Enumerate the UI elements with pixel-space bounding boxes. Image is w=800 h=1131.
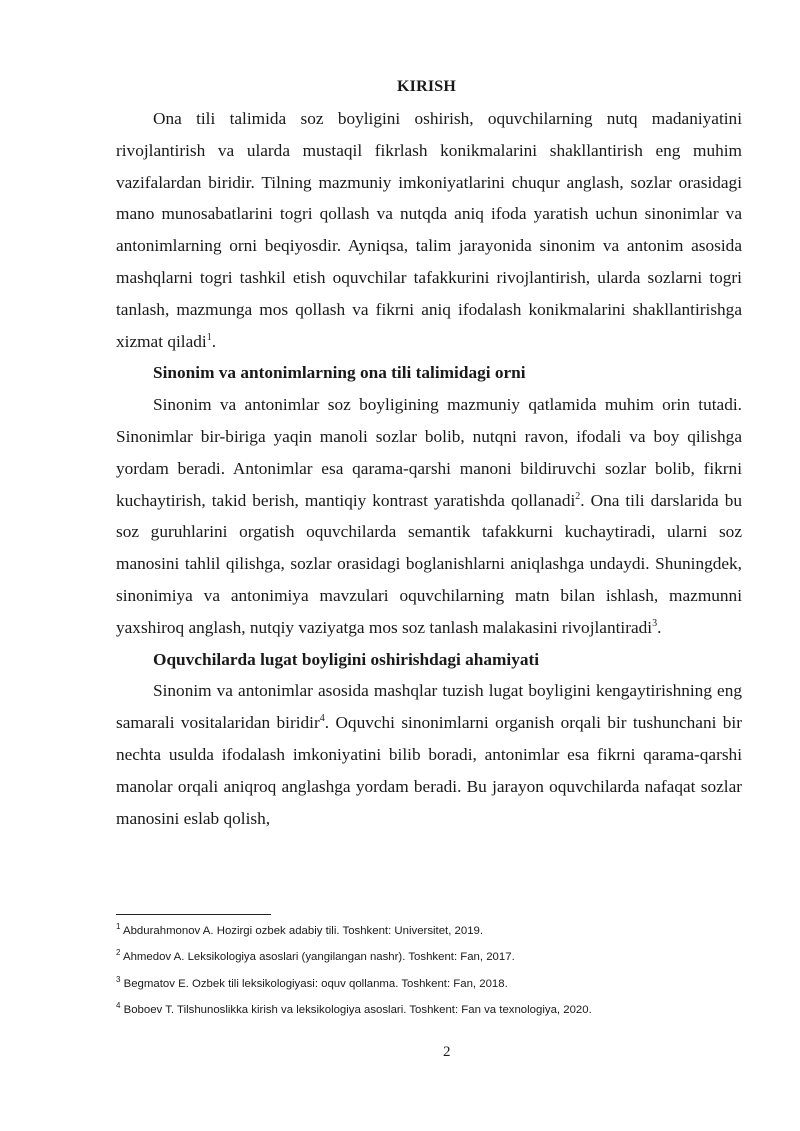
footnote-item xyxy=(116,974,756,1000)
footnote-ref[interactable]: 2 xyxy=(575,490,581,502)
section-heading-lugat: Oquvchilarda lugat boyligini oshirishdagi ahamiyati xyxy=(153,649,540,669)
paragraph-intro xyxy=(116,103,742,357)
paragraph-text: Ona tili talimida soz boyligini oshirish, oquvchilarning nutq madaniyatini rivojlantirish va ularda mustaqil fikrlash konikmalarini shakllantirish eng muhim vazifalardan biridir. Tilning mazmuniy imkoniyatlarini chuqur anglash, sozlar orasidagi mano munosabatlarini togri qollash va nutqda aniq ifoda yaratish uchun sinonimlar va antonimlarning orni beqiyosdir. Ayniqsa, talim jarayonida sinonim va antonim asosida mashqlarni togri tashkil etish oquvchilar tafakkurini rivojlantirish, ularda sozlarni togri tanlash, mazmunga mos qollash va fikrni aniq ifodalash konikmalarini shakllantirishga xizmat qiladi xyxy=(116,109,742,351)
footnote-text: Begmatov E. Ozbek tili leksikologiyasi: oquv qollanma. Toshkent: Fan, 2018. xyxy=(123,977,508,990)
footnote-text: Boboev T. Tilshunoslikka kirish va leksikologiya asoslari. Toshkent: Fan va texnologiya, 2020. xyxy=(123,1003,592,1016)
paragraph-lugat xyxy=(116,675,742,834)
footnote-item xyxy=(116,921,756,947)
body-text xyxy=(116,103,742,834)
paragraph-text: Sinonim va antonimlar soz boyligining mazmuniy qatlamida muhim orin tutadi. Sinonimlar bir-biriga yaqin manoli sozlar bolib, nutqni ravon, ifodali va boy qilishga yordam beradi. Antonimlar esa qarama-qarshi manoni bildiruvchi sozlar bolib, fikrni kuchaytirish, takid berish, mantiqiy kontrast yaratishda qollanadi xyxy=(116,395,742,510)
paragraph-text-continued: . Oquvchi sinonimlarni organish orqali bir tushunchani bir nechta usulda ifodalash imkoniyatini bilib boradi, antonimlar esa fikrni qarama-qarshi manolar orqali aniqroq anglashga yordam beradi. Bu jarayon oquvchilarda nafaqat sozlar manosini eslab qolish, xyxy=(116,713,742,828)
footnote-number: 1 xyxy=(116,922,121,931)
section-heading-sinonim: Sinonim va antonimlarning ona tili talimidagi orni xyxy=(153,363,526,383)
footnote-ref[interactable]: 3 xyxy=(652,617,658,629)
footnote-item xyxy=(116,1000,756,1026)
paragraph-end: . xyxy=(657,617,662,637)
page-title: KIRISH xyxy=(397,78,456,95)
footnote-text: Ahmedov A. Leksikologiya asoslari (yangilangan nashr). Toshkent: Fan, 2017. xyxy=(123,951,515,964)
paragraph-text: Sinonim va antonimlar asosida mashqlar tuzish lugat boyligini kengaytirishning eng samarali vositalaridan biridir xyxy=(116,681,742,733)
footnote-number: 3 xyxy=(116,974,121,984)
paragraph-text-continued: . Ona tili darslarida bu soz guruhlarini orgatish oquvchilarda semantik tafakkurni kuchaytiradi, ularni soz manosini tahlil qilishga, sozlar orasidagi boglanishlarni aniqlashga undaydi. Shuningdek, sinonimiya va antonimiya mavzulari oquvchilarning matn bilan ishlash, mazmunni yaxshiroq anglash, nutqiy vaziyatga mos soz tanlash malakasini rivojlantiradi xyxy=(116,490,742,637)
footnote-ref[interactable]: 1 xyxy=(206,331,212,343)
footnote-separator xyxy=(116,914,271,915)
paragraph-sinonim xyxy=(116,389,742,643)
footnote-text: Abdurahmonov A. Hozirgi ozbek adabiy tili. Toshkent: Universitet, 2019. xyxy=(123,925,484,937)
footnotes xyxy=(116,921,756,1026)
page-number: 2 xyxy=(443,1044,451,1060)
footnote-ref[interactable]: 4 xyxy=(319,713,325,725)
paragraph-end: . xyxy=(211,331,217,351)
footnote-number: 2 xyxy=(116,948,121,958)
footnote-number: 4 xyxy=(116,1000,121,1010)
footnote-item xyxy=(116,947,756,973)
